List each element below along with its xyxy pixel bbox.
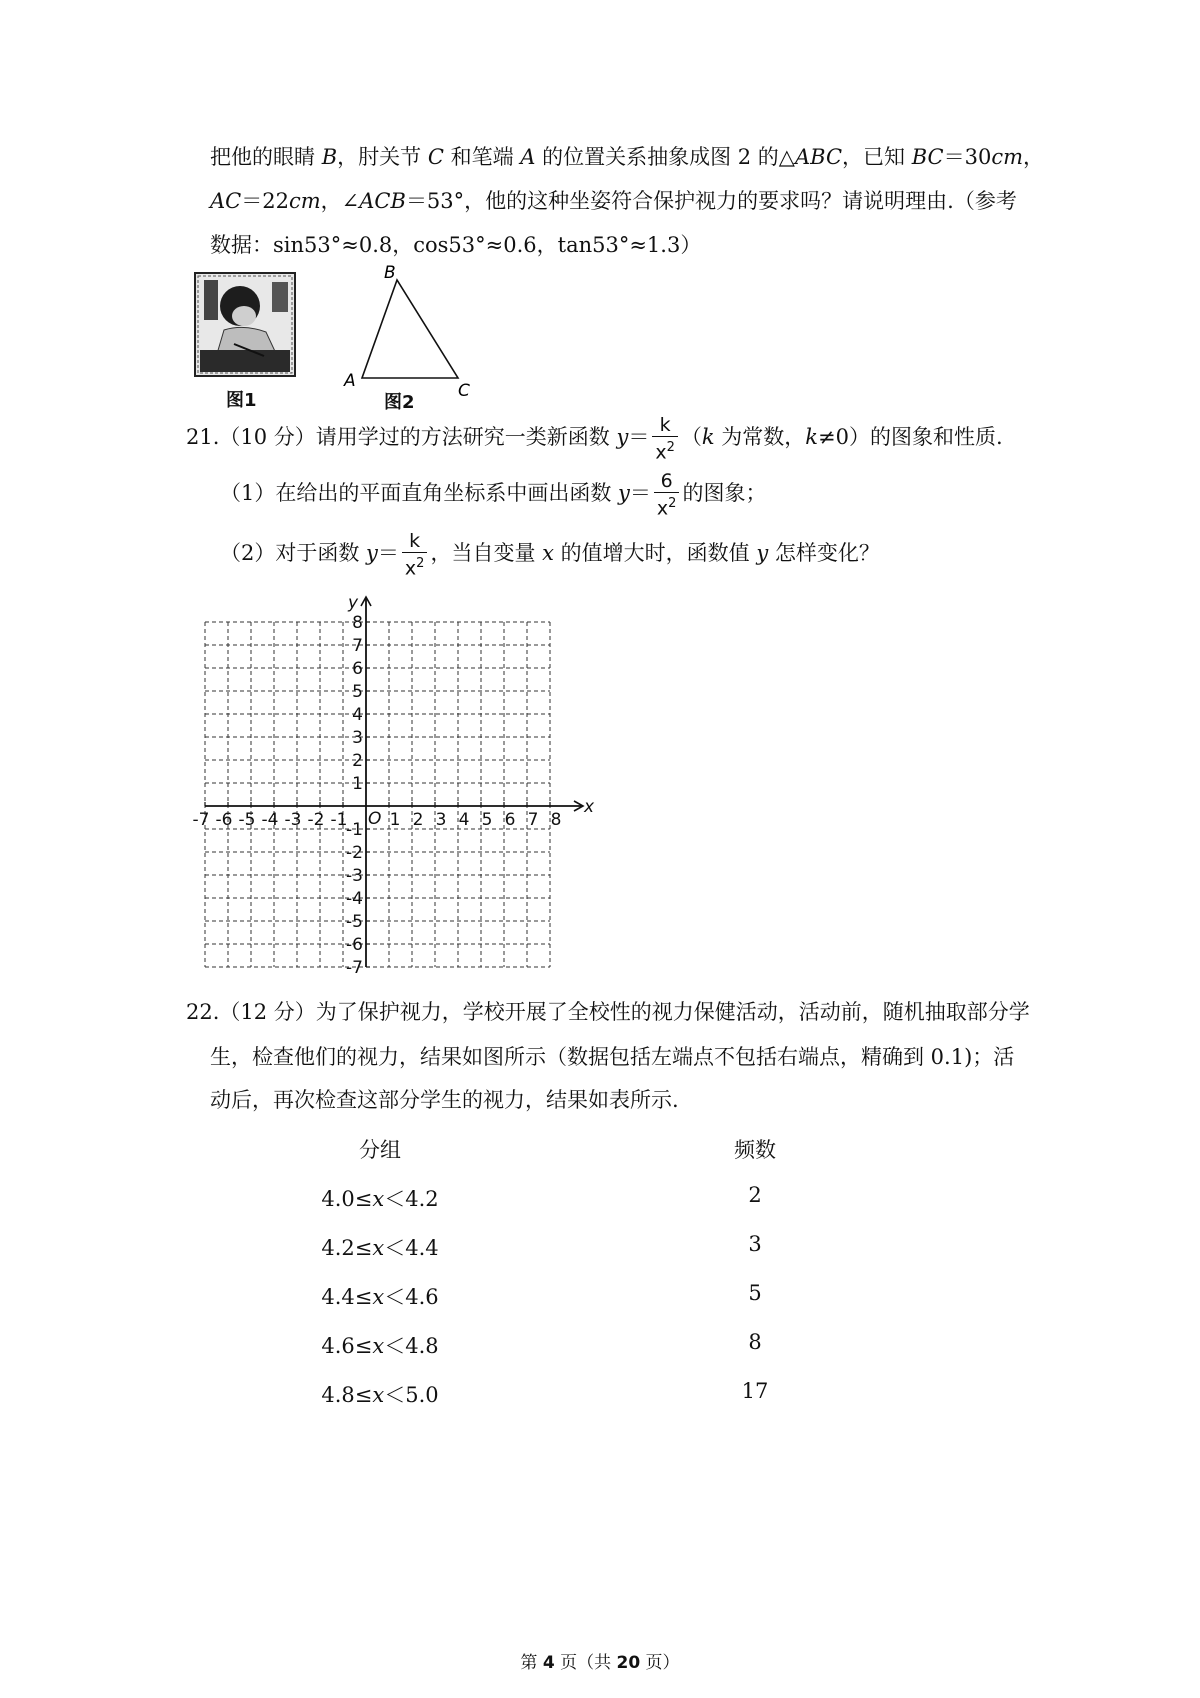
text: 把他的眼睛	[210, 145, 322, 169]
x-tick-label: -4	[261, 810, 279, 830]
y-tick-label: 8	[352, 613, 363, 633]
fraction-k-over-x2	[652, 414, 678, 463]
var-y: y	[756, 541, 769, 566]
x-tick-label: -5	[238, 810, 256, 830]
text: 页）	[640, 1653, 680, 1673]
table-cell-group	[310, 1281, 450, 1311]
table-cell-group	[310, 1232, 450, 1262]
text: ，肘关节	[337, 145, 428, 169]
x-tick-label: -3	[284, 810, 302, 830]
base: x	[404, 557, 417, 580]
vertex-a-label: A	[344, 371, 356, 391]
numerator: 6	[654, 470, 680, 493]
fraction-k-over-x2	[402, 530, 428, 579]
text: ＝30	[943, 145, 992, 169]
y-tick-label: 3	[352, 728, 363, 748]
range-high: ＜4.8	[384, 1334, 439, 1358]
text: ，∠	[320, 189, 360, 213]
base: x	[655, 441, 667, 464]
y-tick-label: 4	[352, 705, 363, 725]
y-tick-label: 1	[352, 774, 363, 794]
range-high: ＜4.6	[384, 1285, 439, 1309]
figure-2-caption: 图2	[384, 392, 415, 413]
var-acb: ACB	[359, 189, 406, 213]
numerator: k	[652, 414, 678, 437]
var-y: y	[366, 541, 378, 566]
y-tick-label: -1	[346, 820, 363, 840]
exponent: 2	[666, 440, 675, 455]
text: 的值增大时，函数值	[553, 541, 757, 566]
y-tick-label: -7	[346, 958, 363, 978]
x-tick-label: 7	[527, 810, 539, 830]
table-cell-frequency: 5	[748, 1281, 762, 1305]
vertex-c-label: C	[458, 381, 470, 401]
table-cell-frequency: 17	[741, 1379, 769, 1403]
text: ＝	[629, 481, 651, 506]
table-cell-group	[310, 1379, 450, 1409]
y-tick-label: 6	[352, 659, 363, 679]
var-x: x	[372, 1236, 385, 1260]
table-cell-frequency: 8	[748, 1330, 762, 1354]
var-x: x	[372, 1187, 385, 1211]
range-high: ＜4.4	[384, 1236, 439, 1260]
var-ac: AC	[210, 189, 242, 213]
y-tick-label: -6	[346, 935, 363, 955]
var-k: k	[701, 425, 715, 450]
text: 怎样变化？	[768, 541, 880, 566]
x-tick-label: -6	[215, 810, 233, 830]
exponent: 2	[416, 556, 425, 571]
text: ，已知	[842, 145, 912, 169]
fraction-6-over-x2	[654, 470, 680, 519]
numerator: k	[402, 530, 428, 553]
q22-line-1: 22.（12 分）为了保护视力，学校开展了全校性的视力保健活动，活动前，随机抽取部分学	[186, 1000, 1030, 1024]
var-a: A	[520, 145, 536, 169]
x-tick-label: 5	[481, 810, 493, 830]
var-x: x	[372, 1334, 385, 1358]
text: 和笔端	[443, 145, 521, 169]
text: 页（共	[554, 1653, 617, 1673]
y-tick-label: 5	[352, 682, 363, 702]
var-x: x	[542, 541, 554, 566]
y-tick-label: -3	[346, 866, 363, 886]
x-tick-label: 3	[435, 810, 447, 830]
text: ≠0）的图象和性质.	[818, 425, 1003, 450]
denominator	[654, 493, 680, 519]
text: ＝22	[241, 189, 289, 213]
y-tick-label: -5	[346, 912, 363, 932]
text: （	[680, 425, 702, 450]
q21-part-1	[220, 470, 766, 519]
y-tick-label: 2	[352, 751, 363, 771]
unit-cm: cm	[991, 145, 1024, 169]
denominator	[402, 553, 428, 579]
x-tick-label: 2	[412, 810, 424, 830]
q21-part-2	[220, 530, 880, 579]
range-high: ＜5.0	[384, 1383, 439, 1407]
var-b: B	[321, 145, 338, 169]
x-axis-label: x	[584, 797, 595, 817]
text: 21.（10 分）请用学过的方法研究一类新函数	[186, 425, 617, 450]
x-tick-label: 1	[389, 810, 401, 830]
var-bc: BC	[911, 145, 944, 169]
figure-1-illustration	[194, 272, 296, 377]
x-tick-label: 4	[458, 810, 470, 830]
page-total: 20	[616, 1653, 641, 1673]
range-low: 4.0≤	[321, 1187, 373, 1211]
text: ＝53°，他的这种坐姿符合保护视力的要求吗？请说明理由.（参考	[405, 189, 1017, 213]
x-tick-label: -1	[330, 810, 348, 830]
x-tick-label: 8	[550, 810, 562, 830]
range-low: 4.4≤	[321, 1285, 373, 1309]
var-abc: ABC	[794, 145, 843, 169]
range-low: 4.2≤	[321, 1236, 373, 1260]
coordinate-grid	[190, 590, 595, 985]
text: ，当自变量	[430, 541, 543, 566]
y-tick-label: -2	[346, 843, 363, 863]
table-cell-group	[310, 1183, 450, 1213]
var-c: C	[427, 145, 444, 169]
var-y: y	[618, 481, 630, 506]
table-cell-frequency: 2	[748, 1183, 762, 1207]
vertex-b-label: B	[384, 263, 396, 283]
unit-cm: cm	[288, 189, 321, 213]
y-tick-label: -4	[346, 889, 363, 909]
intro-line-1	[210, 143, 1044, 171]
denominator	[652, 437, 678, 463]
text: 的位置关系抽象成图 2 的△	[535, 145, 795, 169]
text: 第	[520, 1653, 543, 1673]
page-number: 4	[542, 1653, 555, 1673]
var-k: k	[805, 425, 819, 450]
text: 的图象；	[682, 481, 767, 506]
intro-line-2	[210, 187, 1017, 215]
x-tick-label: 6	[504, 810, 516, 830]
x-tick-label: -7	[192, 810, 210, 830]
var-y: y	[616, 425, 629, 450]
var-x: x	[372, 1285, 385, 1309]
y-tick-label: 7	[352, 636, 363, 656]
exponent: 2	[668, 496, 677, 511]
text: 为常数，	[714, 425, 806, 450]
figure-1-caption: 图1	[226, 390, 257, 411]
text: （1）在给出的平面直角坐标系中画出函数	[220, 481, 619, 506]
base: x	[656, 497, 669, 520]
q21-stem	[186, 414, 1003, 463]
figure-2-triangle	[340, 262, 480, 402]
var-x: x	[372, 1383, 385, 1407]
table-header-frequency: 频数	[734, 1138, 776, 1162]
range-low: 4.8≤	[321, 1383, 373, 1407]
q22-line-2: 生，检查他们的视力，结果如图所示（数据包括左端点不包括右端点，精确到 0.1)；活	[210, 1045, 1015, 1069]
text: （2）对于函数	[220, 541, 367, 566]
triangle-abc	[362, 280, 458, 378]
table-cell-group	[310, 1330, 450, 1360]
text: ＝	[377, 541, 399, 566]
range-high: ＜4.2	[384, 1187, 439, 1211]
y-axis-label: y	[348, 593, 359, 613]
page-footer	[0, 1648, 1200, 1673]
x-tick-label: -2	[307, 810, 325, 830]
origin-label: O	[368, 809, 382, 829]
intro-line-3: 数据：sin53°≈0.8，cos53°≈0.6，tan53°≈1.3）	[210, 233, 702, 257]
text: ，	[1023, 145, 1045, 169]
figure-1-photo	[194, 272, 296, 377]
text: ＝	[628, 425, 650, 450]
q22-line-3: 动后，再次检查这部分学生的视力，结果如表所示.	[210, 1088, 679, 1112]
range-low: 4.6≤	[321, 1334, 373, 1358]
table-cell-frequency: 3	[748, 1232, 762, 1256]
table-header-group: 分组	[359, 1138, 401, 1162]
